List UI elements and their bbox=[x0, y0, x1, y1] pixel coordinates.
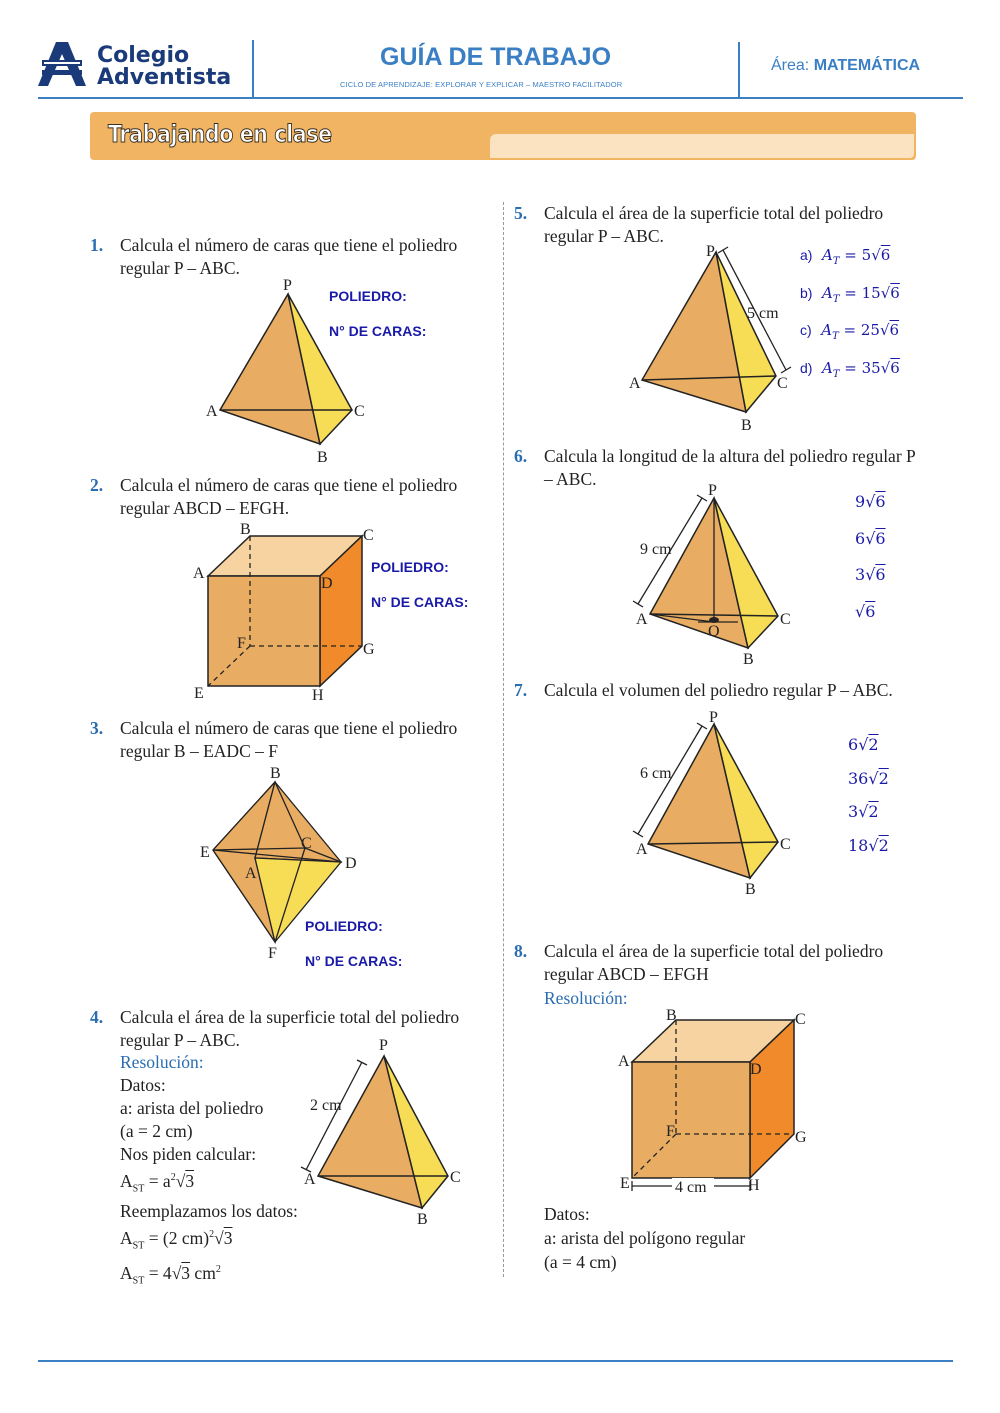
q7-option-3[interactable] bbox=[848, 795, 889, 829]
option-rad: 6 bbox=[875, 528, 886, 548]
option-rad: 2 bbox=[868, 735, 879, 754]
q6-options bbox=[855, 484, 886, 630]
vertex-label-p: P bbox=[283, 277, 292, 294]
column-divider bbox=[503, 202, 504, 1277]
vertex-label-c: C bbox=[795, 1011, 806, 1028]
q4-line-piden: Nos piden calcular: bbox=[120, 1144, 257, 1164]
page-title: GUÍA DE TRABAJO bbox=[380, 43, 612, 71]
question-6 bbox=[514, 445, 919, 489]
f2-exp: 2 bbox=[209, 1229, 215, 1241]
f3-exp: 2 bbox=[215, 1263, 221, 1275]
option-rad: 6 bbox=[880, 246, 891, 264]
sqrt-icon: √ bbox=[865, 492, 876, 511]
question-8 bbox=[514, 940, 919, 984]
vertex-label-a: A bbox=[206, 403, 218, 420]
question-1-number: 1. bbox=[90, 235, 104, 255]
q8-line-arista: a: arista del polígono regular bbox=[544, 1228, 746, 1248]
option-sub: T bbox=[832, 368, 840, 380]
header-divider-right bbox=[738, 42, 740, 98]
sqrt-icon: √ bbox=[879, 321, 890, 339]
q5-option-b[interactable] bbox=[800, 278, 900, 316]
q4-formula-1 bbox=[120, 1166, 298, 1200]
q4-resolution bbox=[120, 1051, 298, 1292]
edge-label: 4 cm bbox=[675, 1179, 707, 1196]
q6-option-2[interactable] bbox=[855, 521, 886, 558]
question-3-text: Calcula el número de caras que tiene el poliedro regular B – EADC – F bbox=[120, 718, 458, 761]
q7-option-1[interactable] bbox=[848, 728, 889, 762]
question-8-number: 8. bbox=[514, 941, 528, 961]
option-coef: 18 bbox=[848, 835, 869, 855]
vertex-label-a: A bbox=[636, 611, 648, 628]
sqrt-icon: √ bbox=[175, 1170, 186, 1191]
question-7 bbox=[514, 679, 919, 702]
question-2-text: Calcula el número de caras que tiene el poliedro regular ABCD – EFGH. bbox=[120, 475, 458, 518]
question-6-text: Calcula la longitud de la altura del poliedro regular P – ABC. bbox=[544, 446, 916, 489]
option-sub: T bbox=[832, 331, 839, 342]
header-divider-left bbox=[252, 40, 254, 98]
vertex-label-f: F bbox=[666, 1123, 675, 1140]
option-rad: 2 bbox=[878, 835, 889, 855]
vertex-label-p: P bbox=[708, 482, 717, 499]
option-lhs: A bbox=[822, 283, 833, 302]
q8-data bbox=[544, 1202, 745, 1274]
option-coef: 3 bbox=[855, 565, 866, 584]
edge-label: 9 cm bbox=[640, 541, 672, 558]
f3-a: A bbox=[120, 1262, 133, 1283]
q5-option-c[interactable] bbox=[800, 315, 900, 353]
vertex-label-g: G bbox=[363, 641, 375, 658]
footer-rule bbox=[38, 1360, 953, 1362]
vertex-label-f: F bbox=[237, 635, 246, 652]
vertex-label-c: C bbox=[354, 403, 365, 420]
option-rad: 6 bbox=[875, 565, 886, 584]
section-banner bbox=[90, 112, 916, 160]
f1-exp: 2 bbox=[170, 1172, 176, 1183]
sqrt-icon: √ bbox=[858, 735, 869, 754]
vertex-label-c: C bbox=[450, 1169, 461, 1186]
q2-caras-label: N° DE CARAS: bbox=[371, 594, 469, 610]
q5-option-a[interactable] bbox=[800, 240, 900, 278]
banner-highlight bbox=[490, 134, 914, 158]
option-coef: 3 bbox=[848, 802, 859, 821]
vertex-label-h: H bbox=[748, 1177, 760, 1194]
vertex-label-d: D bbox=[345, 855, 357, 872]
vertex-label-b: B bbox=[666, 1007, 677, 1024]
option-coef: 9 bbox=[855, 492, 866, 511]
option-lhs: A bbox=[821, 321, 833, 339]
vertex-label-e: E bbox=[620, 1175, 630, 1192]
f3-rhs: = 4 bbox=[148, 1262, 172, 1283]
vertex-label-c: C bbox=[301, 835, 312, 852]
edge-label: 5 cm bbox=[747, 305, 779, 322]
sqrt-icon: √ bbox=[868, 768, 879, 788]
q6-option-4[interactable] bbox=[855, 594, 886, 631]
q3-caras-label: N° DE CARAS: bbox=[305, 953, 403, 969]
vertex-label-c: C bbox=[780, 611, 791, 628]
q5-options bbox=[800, 240, 900, 390]
vertex-label-b: B bbox=[417, 1211, 428, 1228]
q7-option-2[interactable] bbox=[848, 762, 889, 796]
vertex-label-b: B bbox=[240, 521, 251, 538]
f1-a: A bbox=[120, 1170, 133, 1191]
option-coef: 36 bbox=[848, 768, 869, 788]
question-6-number: 6. bbox=[514, 446, 528, 466]
cube-figure-2 bbox=[190, 522, 390, 707]
question-4-text: Calcula el área de la superficie total del poliedro regular P – ABC. bbox=[120, 1007, 460, 1050]
sqrt-icon: √ bbox=[855, 601, 866, 621]
q4-line-datos: Datos: bbox=[120, 1075, 166, 1095]
option-letter: d) bbox=[800, 359, 813, 376]
sqrt-icon: √ bbox=[865, 565, 876, 584]
question-1-text: Calcula el número de caras que tiene el poliedro regular P – ABC. bbox=[120, 235, 458, 278]
q1-caras-label: N° DE CARAS: bbox=[329, 323, 427, 339]
question-1 bbox=[90, 234, 495, 278]
sqrt-icon: √ bbox=[865, 528, 876, 548]
option-letter: b) bbox=[800, 284, 813, 301]
vertex-label-b: B bbox=[743, 651, 754, 668]
vertex-label-p: P bbox=[706, 243, 715, 260]
vertex-label-a: A bbox=[193, 565, 205, 582]
vertex-label-a: A bbox=[636, 841, 648, 858]
tetrahedron-figure-6 bbox=[620, 480, 805, 670]
vertex-label-c: C bbox=[780, 836, 791, 853]
f2-rhs: = (2 cm) bbox=[148, 1228, 210, 1249]
q6-option-1[interactable] bbox=[855, 484, 886, 521]
option-rhs: = 25 bbox=[843, 321, 880, 339]
school-logo-icon bbox=[38, 42, 86, 86]
q2-poliedro-label: POLIEDRO: bbox=[371, 559, 449, 575]
option-letter: a) bbox=[800, 247, 813, 263]
f3-sub: ST bbox=[132, 1274, 145, 1286]
vertex-label-a: A bbox=[304, 1171, 316, 1188]
option-sub: T bbox=[832, 293, 840, 305]
q7-option-4[interactable] bbox=[848, 829, 889, 863]
sqrt-icon: √ bbox=[880, 283, 891, 302]
banner-title: Trabajando en clase bbox=[108, 120, 332, 148]
q1-poliedro-label: POLIEDRO: bbox=[329, 288, 407, 304]
sqrt-icon: √ bbox=[858, 802, 869, 821]
f1-sub: ST bbox=[132, 1183, 145, 1195]
vertex-label-a: A bbox=[245, 865, 257, 882]
f2-rad: 3 bbox=[223, 1228, 233, 1249]
q8-line-a-value: (a = 4 cm) bbox=[544, 1252, 617, 1272]
sqrt-icon: √ bbox=[868, 835, 879, 855]
f2-a: A bbox=[120, 1228, 133, 1249]
option-rhs: = 15 bbox=[844, 283, 881, 302]
question-4 bbox=[90, 1006, 495, 1050]
vertex-label-d: D bbox=[750, 1061, 762, 1078]
vertex-label-o: O bbox=[708, 623, 720, 640]
tetrahedron-figure-7 bbox=[620, 704, 805, 899]
question-8-text: Calcula el área de la superficie total del poliedro regular ABCD – EFGH bbox=[544, 941, 884, 984]
q5-option-d[interactable] bbox=[800, 353, 900, 391]
q4-line-a-value: (a = 2 cm) bbox=[120, 1121, 193, 1141]
q4-line-reemplazamos: Reemplazamos los datos: bbox=[120, 1201, 298, 1222]
question-3 bbox=[90, 717, 495, 761]
octahedron-figure-3 bbox=[195, 762, 375, 967]
option-lhs: A bbox=[822, 358, 833, 377]
option-rhs: = 5 bbox=[844, 246, 872, 264]
area-label bbox=[771, 57, 920, 75]
question-7-number: 7. bbox=[514, 680, 528, 700]
q4-line-arista: a: arista del poliedro bbox=[120, 1098, 264, 1118]
area-value: MATEMÁTICA bbox=[813, 57, 921, 74]
f1-rad: 3 bbox=[185, 1170, 195, 1191]
f3-unit: cm bbox=[194, 1262, 216, 1283]
header-rule bbox=[38, 97, 963, 99]
vertex-label-b: B bbox=[270, 765, 281, 782]
vertex-label-e: E bbox=[200, 844, 210, 861]
vertex-label-f: F bbox=[268, 945, 277, 962]
question-5-text: Calcula el área de la superficie total del poliedro regular P – ABC. bbox=[544, 203, 884, 246]
q3-poliedro-label: POLIEDRO: bbox=[305, 918, 383, 934]
q4-resolution-label: Resolución: bbox=[120, 1052, 204, 1072]
option-sub: T bbox=[832, 256, 840, 267]
q6-option-3[interactable] bbox=[855, 557, 886, 594]
q4-formula-2 bbox=[120, 1223, 298, 1257]
vertex-label-h: H bbox=[312, 687, 324, 704]
question-5-number: 5. bbox=[514, 203, 528, 223]
area-label-text: Área: bbox=[771, 57, 810, 74]
option-rad: 6 bbox=[875, 492, 886, 511]
option-coef: 6 bbox=[848, 735, 859, 754]
vertex-label-a: A bbox=[618, 1053, 630, 1070]
vertex-label-p: P bbox=[709, 709, 718, 726]
option-rad: 2 bbox=[868, 802, 879, 821]
vertex-label-b: B bbox=[741, 417, 752, 434]
option-coef: 6 bbox=[855, 528, 866, 548]
sqrt-icon: √ bbox=[880, 358, 891, 377]
question-3-number: 3. bbox=[90, 718, 104, 738]
q4-formula-3 bbox=[120, 1258, 298, 1292]
q8-line-datos: Datos: bbox=[544, 1204, 590, 1224]
vertex-label-c: C bbox=[777, 375, 788, 392]
sqrt-icon: √ bbox=[871, 246, 881, 264]
option-lhs: A bbox=[822, 246, 833, 264]
q8-resolution-label: Resolución: bbox=[544, 988, 628, 1008]
question-2-number: 2. bbox=[90, 475, 104, 495]
cube-figure-8 bbox=[612, 1006, 822, 1206]
vertex-label-d: D bbox=[321, 575, 333, 592]
page-subtitle: CICLO DE APRENDIZAJE: EXPLORAR Y EXPLICAR – MAESTRO FACILITADOR bbox=[340, 80, 623, 89]
f1-rhs: = a bbox=[148, 1170, 171, 1191]
question-4-number: 4. bbox=[90, 1007, 104, 1027]
f2-sub: ST bbox=[132, 1240, 145, 1252]
option-rad: 6 bbox=[865, 601, 876, 621]
question-2 bbox=[90, 474, 495, 518]
vertex-label-e: E bbox=[194, 685, 204, 702]
vertex-label-g: G bbox=[795, 1129, 807, 1146]
option-rad: 6 bbox=[890, 283, 900, 302]
logo-line1: Colegio bbox=[97, 43, 190, 68]
sqrt-icon: √ bbox=[171, 1262, 182, 1283]
vertex-label-b: B bbox=[317, 449, 328, 466]
option-rhs: = 35 bbox=[844, 358, 881, 377]
sqrt-icon: √ bbox=[214, 1228, 224, 1249]
edge-label: 2 cm bbox=[310, 1097, 342, 1114]
edge-label: 6 cm bbox=[640, 765, 672, 782]
vertex-label-b: B bbox=[745, 881, 756, 898]
vertex-label-a: A bbox=[629, 375, 641, 392]
question-7-text: Calcula el volumen del poliedro regular P – ABC. bbox=[544, 680, 893, 700]
option-rad: 2 bbox=[878, 768, 889, 788]
vertex-label-p: P bbox=[379, 1037, 388, 1054]
vertex-label-c: C bbox=[363, 527, 374, 544]
tetrahedron-figure-5 bbox=[620, 240, 805, 435]
option-rad: 6 bbox=[890, 358, 900, 377]
q7-options bbox=[848, 728, 889, 862]
f3-rad: 3 bbox=[181, 1262, 191, 1283]
logo-line2: Adventista bbox=[97, 65, 232, 90]
tetrahedron-figure-4 bbox=[300, 1034, 470, 1229]
question-5 bbox=[514, 202, 919, 246]
option-letter: c) bbox=[800, 322, 812, 338]
option-rad: 6 bbox=[889, 321, 900, 339]
